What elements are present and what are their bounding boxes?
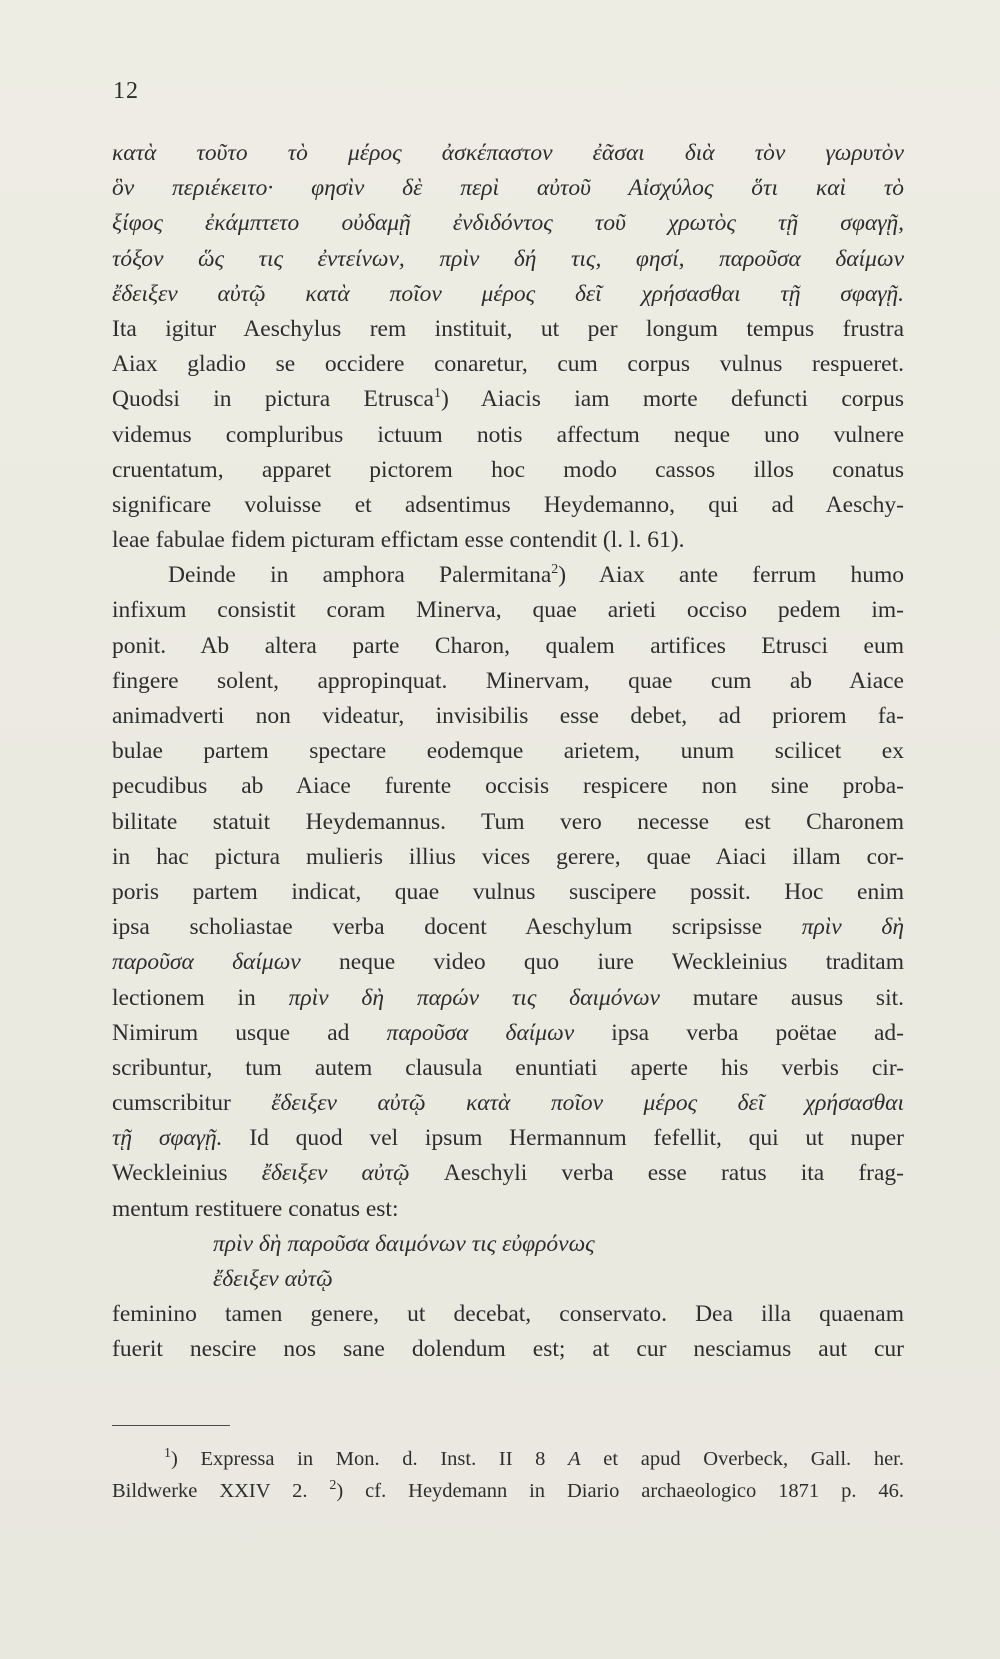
text-segment: lectionem in <box>112 984 289 1011</box>
text-segment: poris partem indicat, quae vulnus suscipere possit. Hoc enim <box>112 878 904 905</box>
text-line <box>112 136 904 171</box>
text-line <box>112 418 904 453</box>
text-line <box>112 1051 904 1086</box>
text-line <box>112 734 904 769</box>
page-number: 12 <box>113 78 139 104</box>
verse-line: ἔδειξεν αὐτῷ <box>213 1266 333 1292</box>
text-segment: ) Aiax ante ferrum humo <box>558 562 904 589</box>
text-line <box>112 206 904 241</box>
text-line <box>112 242 904 277</box>
greek-text: ὃν περιέκειτο· φησὶν δὲ περὶ αὐτοῦ Αἰσχύλος ὅτι καὶ τὸ <box>112 175 904 202</box>
text-segment: scribuntur, tum autem clausula enuntiati aperte his verbis cir- <box>112 1054 904 1081</box>
greek-text: πρὶν δὴ παρών τις δαιμόνων <box>288 984 660 1011</box>
text-line <box>112 875 904 910</box>
text-line <box>112 593 904 628</box>
text-segment: cumscribitur <box>112 1090 272 1117</box>
verse-quotation <box>112 1227 904 1297</box>
text-line <box>112 1297 904 1332</box>
text-segment: Bildwerke XXIV 2. <box>112 1480 330 1502</box>
text-line <box>112 523 904 558</box>
text-segment: infixum consistit coram Minerva, quae arieti occiso pedem im- <box>112 597 904 624</box>
text-line <box>112 629 904 664</box>
text-segment: videmus compluribus ictuum notis affectum neque uno vulnere <box>112 421 904 448</box>
text-segment: et apud Overbeck, Gall. her. <box>580 1448 904 1470</box>
text-line <box>112 1192 904 1227</box>
text-line <box>112 1121 904 1156</box>
text-line <box>112 558 904 593</box>
text-segment: ipsa verba poëtae ad- <box>574 1019 904 1046</box>
text-line <box>112 171 904 206</box>
text-segment: fuerit nescire nos sane dolendum est; at cur nesciamus aut cur <box>112 1336 904 1363</box>
text-segment: significare voluisse et adsentimus Heydemanno, qui ad Aeschy- <box>112 491 904 518</box>
text-line <box>112 1086 904 1121</box>
text-segment: Aiax gladio se occidere conaretur, cum corpus vulnus respueret. <box>112 351 904 378</box>
text-line <box>112 312 904 347</box>
text-line <box>112 1016 904 1051</box>
text-line <box>112 769 904 804</box>
text-segment: ) Aiacis iam morte defuncti corpus <box>440 386 904 413</box>
text-segment: Deinde in amphora Palermitana <box>168 562 552 589</box>
footnote-marker: 1 <box>164 1446 171 1462</box>
greek-text: πρὶν δὴ <box>801 914 904 941</box>
text-segment: mentum restituere conatus est: <box>112 1195 399 1222</box>
paragraph-block <box>112 136 904 1227</box>
text-line <box>112 453 904 488</box>
greek-text: τόξον ὥς τις ἐντείνων, πρὶν δή τις, φησί, παροῦσα δαίμων <box>112 245 904 272</box>
text-segment: animadverti non videatur, invisibilis esse debet, ad priorem fa- <box>112 703 904 729</box>
footnotes <box>112 1443 904 1507</box>
text-line <box>112 277 904 312</box>
text-segment: fingere solent, appropinquat. Minervam, quae cum ab Aiace <box>112 667 904 694</box>
greek-text: παροῦσα δαίμων <box>112 949 301 976</box>
text-segment: neque video quo iure Weckleinius traditam <box>300 949 904 976</box>
text-segment: Nimirum usque ad <box>112 1019 387 1046</box>
text-segment: Weckleinius <box>112 1160 262 1187</box>
text-segment: pecudibus ab Aiace furente occisis respicere non sine proba- <box>112 773 904 800</box>
greek-text: A <box>568 1448 581 1470</box>
text-segment: ipsa scholiastae verba docent Aeschylum scripsisse <box>112 914 802 941</box>
text-line <box>112 1156 904 1191</box>
footnote-marker: 2 <box>551 562 559 578</box>
greek-text: ἔδειξεν αὐτῷ κατὰ ποῖον μέρος δεῖ χρήσασθαι τῇ σφαγῇ. <box>112 280 904 307</box>
text-segment: cruentatum, apparet pictorem hoc modo cassos illos conatus <box>112 456 904 483</box>
footnote-marker: 1 <box>433 386 441 402</box>
text-segment: in hac pictura mulieris illius vices gerere, quae Aiaci illam cor- <box>112 843 904 870</box>
text-segment: ponit. Ab altera parte Charon, qualem artifices Etrusci eum <box>112 632 904 659</box>
text-segment: Aeschyli verba esse ratus ita frag- <box>409 1160 905 1187</box>
text-line <box>112 840 904 875</box>
verse-line: πρὶν δὴ παροῦσα δαιμόνων τις εὐφρόνως <box>213 1230 595 1257</box>
footnote-line <box>112 1443 904 1475</box>
greek-text: ἔδειξεν αὐτῷ κατὰ ποῖον μέρος δεῖ χρήσασθαι <box>271 1090 904 1117</box>
text-segment: ) Expressa in Mon. d. Inst. II 8 <box>171 1448 569 1470</box>
text-line <box>112 1332 904 1367</box>
text-line <box>112 382 904 417</box>
text-line <box>112 664 904 699</box>
text-line <box>112 945 904 980</box>
greek-text: κατὰ τοῦτο τὸ μέρος ἀσκέπαστον ἐᾶσαι διὰ τὸν γωρυτὸν <box>112 140 904 166</box>
text-line <box>112 488 904 523</box>
paragraph-continuation <box>112 1297 904 1367</box>
text-segment: Id quod vel ipsum Hermannum fefellit, qui ut nuper <box>222 1125 904 1152</box>
text-segment: Ita igitur Aeschylus rem instituit, ut per longum tempus frustra <box>112 315 904 342</box>
text-segment: bilitate statuit Heydemannus. Tum vero necesse est Charonem <box>112 808 904 835</box>
footnote-separator <box>112 1425 230 1426</box>
greek-text: ἔδειξεν αὐτῷ <box>261 1160 410 1187</box>
text-segment: mutare ausus sit. <box>659 984 905 1011</box>
text-line <box>112 699 904 734</box>
greek-text: ξίφος ἐκάμπτετο οὐδαμῇ ἐνδιδόντος τοῦ χρωτὸς τῇ σφαγῇ, <box>112 210 904 237</box>
text-segment: Quodsi in pictura Etrusca <box>112 386 434 413</box>
footnote-line <box>112 1475 904 1507</box>
greek-text: παροῦσα δαίμων <box>386 1019 575 1046</box>
text-segment: leae fabulae fidem picturam effictam esse contendit (l. l. 61). <box>112 527 685 554</box>
text-segment: bulae partem spectare eodemque arietem, unum scilicet ex <box>112 738 904 765</box>
text-line <box>112 910 904 945</box>
footnote-marker: 2 <box>329 1478 337 1494</box>
greek-text: τῇ σφαγῇ. <box>112 1125 223 1152</box>
text-line <box>112 981 904 1016</box>
text-line <box>112 805 904 840</box>
main-text <box>112 136 904 1368</box>
text-segment: ) cf. Heydemann in Diario archaeologico 1871 p. 46. <box>336 1480 905 1502</box>
text-line <box>112 347 904 382</box>
text-segment: feminino tamen genere, ut decebat, conservato. Dea illa quaenam <box>112 1301 904 1328</box>
